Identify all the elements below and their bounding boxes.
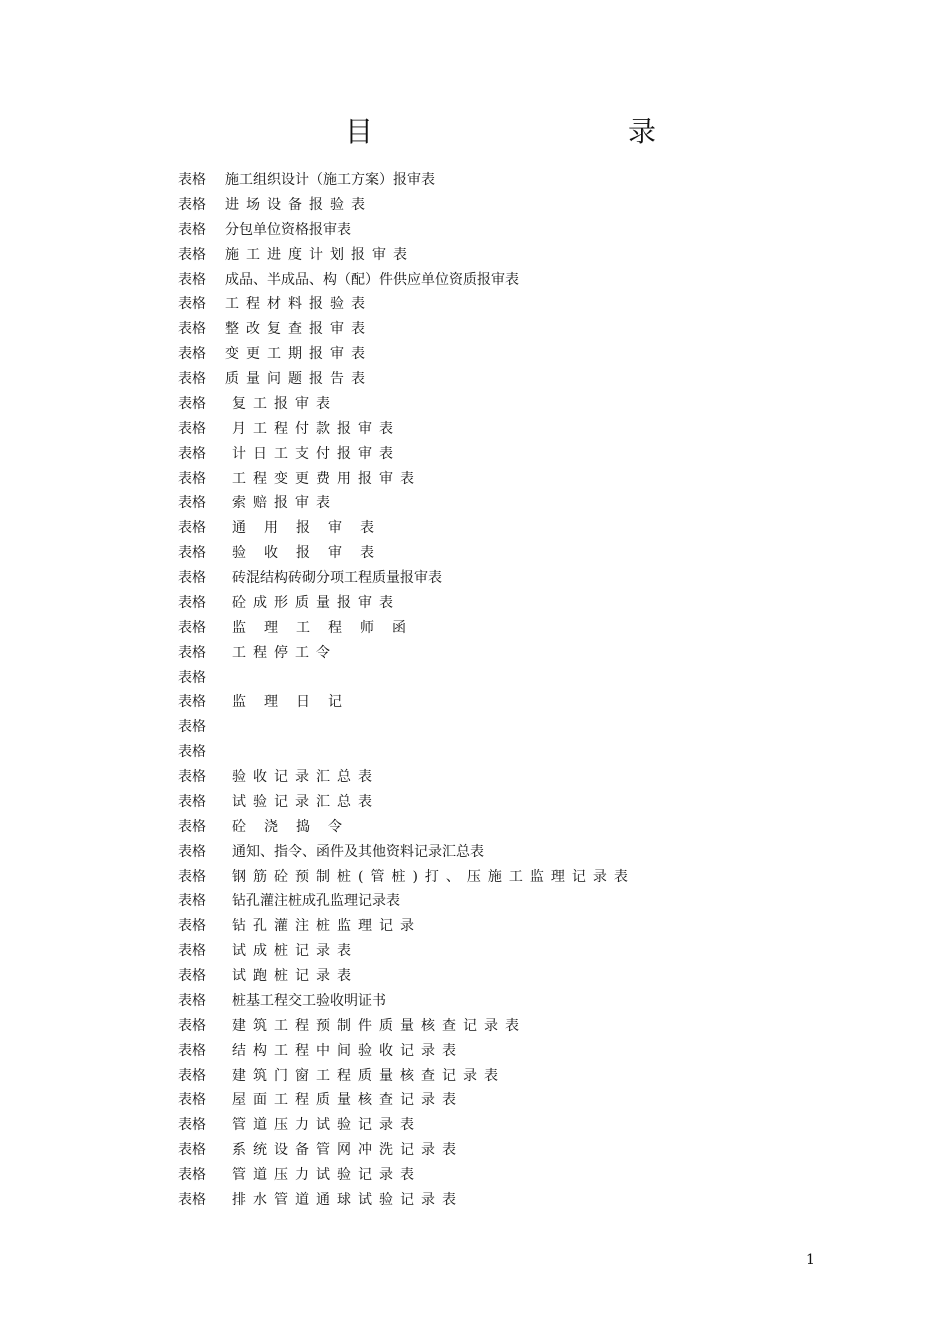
- toc-entry-label: 表格: [178, 968, 206, 984]
- toc-entry: [178, 168, 778, 193]
- toc-entry-label: 表格: [178, 395, 206, 412]
- toc-entry-label: 表格: [178, 470, 206, 487]
- toc-entry-title: 砖混结构砖砌分项工程质量报审表: [232, 570, 442, 586]
- toc-entry: [178, 1163, 778, 1188]
- toc-entry-label: 表格: [178, 371, 206, 387]
- toc-entry-title: 通知、指令、函件及其他资料记录汇总表: [232, 843, 484, 860]
- page-number: 1: [806, 1252, 815, 1268]
- toc-entry: [178, 1039, 778, 1064]
- toc-entry-label: 表格: [178, 619, 206, 636]
- toc-entry-label: 表格: [178, 445, 206, 462]
- toc-entry-label: 表格: [178, 172, 206, 188]
- toc-entry: [178, 1113, 778, 1138]
- toc-entry-label: 表格: [178, 1042, 206, 1059]
- toc-entry-label: 表格: [178, 644, 206, 661]
- toc-entry-label: 表格: [178, 246, 206, 263]
- toc-entry-label: 表格: [178, 943, 206, 960]
- toc-entry-title: 试成桩记录表: [232, 943, 358, 960]
- toc-entry: [178, 392, 778, 417]
- toc-entry-label: 表格: [178, 843, 206, 860]
- toc-entry-label: 表格: [178, 694, 206, 711]
- toc-entry-title: 工程变更费用报审表: [232, 470, 421, 487]
- toc-entry-label: 表格: [178, 1191, 206, 1208]
- toc-entry: [178, 243, 778, 268]
- toc-entry: [178, 765, 778, 790]
- toc-entry-title: 索赔报审表: [232, 495, 337, 512]
- toc-entry-title: 试验记录汇总表: [232, 793, 379, 810]
- toc-entry: [178, 964, 778, 989]
- toc-entry-title: 计日工支付报审表: [232, 445, 400, 462]
- toc-entry-label: 表格: [178, 420, 206, 437]
- toc-entry-title: 结构工程中间验收记录表: [232, 1042, 463, 1059]
- toc-entry-label: 表格: [178, 271, 206, 288]
- toc-entry-title: 变更工期报审表: [225, 346, 372, 363]
- toc-entry-label: 表格: [178, 719, 206, 736]
- toc-entry-label: 表格: [178, 992, 206, 1009]
- toc-entry: [178, 342, 778, 367]
- toc-entry: [178, 566, 778, 591]
- toc-entry: [178, 666, 778, 691]
- toc-entry: [178, 865, 778, 890]
- toc-entry-title: 工程停工令: [232, 644, 337, 661]
- toc-entry: [178, 690, 778, 715]
- toc-entry-title: 施工组织设计（施工方案）报审表: [225, 172, 435, 188]
- toc-entry: [178, 467, 778, 492]
- toc-entry-title: 分包单位资格报审表: [225, 221, 351, 238]
- toc-entry: [178, 218, 778, 243]
- toc-entry: [178, 616, 778, 641]
- toc-entry-label: 表格: [178, 1017, 206, 1034]
- toc-entry: [178, 292, 778, 317]
- toc-entry-title: 管道压力试验记录表: [232, 1117, 421, 1134]
- title-left-char: 目: [345, 115, 374, 148]
- toc-entry-title: 钻孔灌注桩监理记录: [232, 918, 421, 935]
- toc-entry: [178, 1064, 778, 1089]
- toc-entry: [178, 491, 778, 516]
- toc-entry-title: 验收报审表: [232, 545, 392, 562]
- toc-entry-title: 钢筋砼预制桩(管桩)打、压施工监理记录表: [232, 868, 635, 885]
- toc-entry-label: 表格: [178, 495, 206, 512]
- page-title: [0, 112, 950, 152]
- toc-entry-label: 表格: [178, 296, 206, 313]
- toc-entry-label: 表格: [178, 769, 206, 785]
- toc-entry-title: 系统设备管网冲洗记录表: [232, 1142, 463, 1159]
- toc-entry: [178, 442, 778, 467]
- toc-entry: [178, 1138, 778, 1163]
- toc-entry: [178, 715, 778, 740]
- toc-entry-label: 表格: [178, 570, 206, 586]
- toc-entry-label: 表格: [178, 793, 206, 810]
- table-of-contents: [178, 168, 778, 1213]
- toc-entry: [178, 1188, 778, 1213]
- toc-entry-title: 屋面工程质量核查记录表: [232, 1092, 463, 1109]
- toc-entry-label: 表格: [178, 893, 206, 910]
- toc-entry-label: 表格: [178, 818, 206, 835]
- toc-entry-title: 排水管道通球试验记录表: [232, 1191, 463, 1208]
- title-right-char: 录: [628, 115, 657, 148]
- toc-entry: [178, 516, 778, 541]
- toc-entry: [178, 840, 778, 865]
- toc-entry-label: 表格: [178, 321, 206, 338]
- toc-entry-title: 建筑工程预制件质量核查记录表: [232, 1017, 526, 1034]
- toc-entry-title: 验收记录汇总表: [232, 769, 379, 785]
- toc-entry-label: 表格: [178, 744, 206, 761]
- toc-entry-title: 成品、半成品、构（配）件供应单位资质报审表: [225, 271, 519, 288]
- toc-entry-title: 施工进度计划报审表: [225, 246, 414, 263]
- toc-entry-label: 表格: [178, 1117, 206, 1134]
- toc-entry-title: 管道压力试验记录表: [232, 1167, 421, 1183]
- toc-entry: [178, 367, 778, 392]
- toc-entry: [178, 1014, 778, 1039]
- toc-entry-title: 质量问题报告表: [225, 371, 372, 387]
- toc-entry-title: 钻孔灌注桩成孔监理记录表: [232, 893, 400, 910]
- toc-entry-label: 表格: [178, 918, 206, 935]
- toc-entry-label: 表格: [178, 196, 206, 213]
- toc-entry: [178, 317, 778, 342]
- toc-entry: [178, 914, 778, 939]
- toc-entry-title: 进场设备报验表: [225, 196, 372, 213]
- toc-entry-label: 表格: [178, 1142, 206, 1159]
- toc-entry: [178, 790, 778, 815]
- toc-entry: [178, 591, 778, 616]
- toc-entry: [178, 417, 778, 442]
- toc-entry-label: 表格: [178, 1092, 206, 1109]
- toc-entry: [178, 541, 778, 566]
- toc-entry: [178, 989, 778, 1014]
- toc-entry-label: 表格: [178, 594, 206, 611]
- toc-entry: [178, 641, 778, 666]
- toc-entry-label: 表格: [178, 669, 206, 686]
- toc-entry-title: 监理工程师函: [232, 619, 424, 636]
- toc-entry-label: 表格: [178, 545, 206, 562]
- toc-entry-title: 月工程付款报审表: [232, 420, 400, 437]
- toc-entry-title: 桩基工程交工验收明证书: [232, 992, 386, 1009]
- toc-entry-title: 砼成形质量报审表: [232, 594, 400, 611]
- toc-entry-label: 表格: [178, 221, 206, 238]
- toc-entry-title: 工程材料报验表: [225, 296, 372, 313]
- toc-entry-title: 砼浇捣令: [232, 818, 360, 835]
- toc-entry-title: 监理日记: [232, 694, 360, 711]
- toc-entry: [178, 268, 778, 293]
- toc-entry-label: 表格: [178, 1167, 206, 1183]
- toc-entry: [178, 939, 778, 964]
- toc-entry-title: 整改复查报审表: [225, 321, 372, 338]
- toc-entry-label: 表格: [178, 1067, 206, 1084]
- toc-entry: [178, 1088, 778, 1113]
- toc-entry-title: 通用报审表: [232, 520, 392, 537]
- toc-entry-label: 表格: [178, 868, 206, 885]
- toc-entry-label: 表格: [178, 346, 206, 363]
- toc-entry: [178, 889, 778, 914]
- toc-entry: [178, 815, 778, 840]
- toc-entry-title: 复工报审表: [232, 395, 337, 412]
- toc-entry: [178, 740, 778, 765]
- toc-entry-title: 试跑桩记录表: [232, 968, 358, 984]
- toc-entry-label: 表格: [178, 520, 206, 537]
- toc-entry-title: 建筑门窗工程质量核查记录表: [232, 1067, 505, 1084]
- toc-entry: [178, 193, 778, 218]
